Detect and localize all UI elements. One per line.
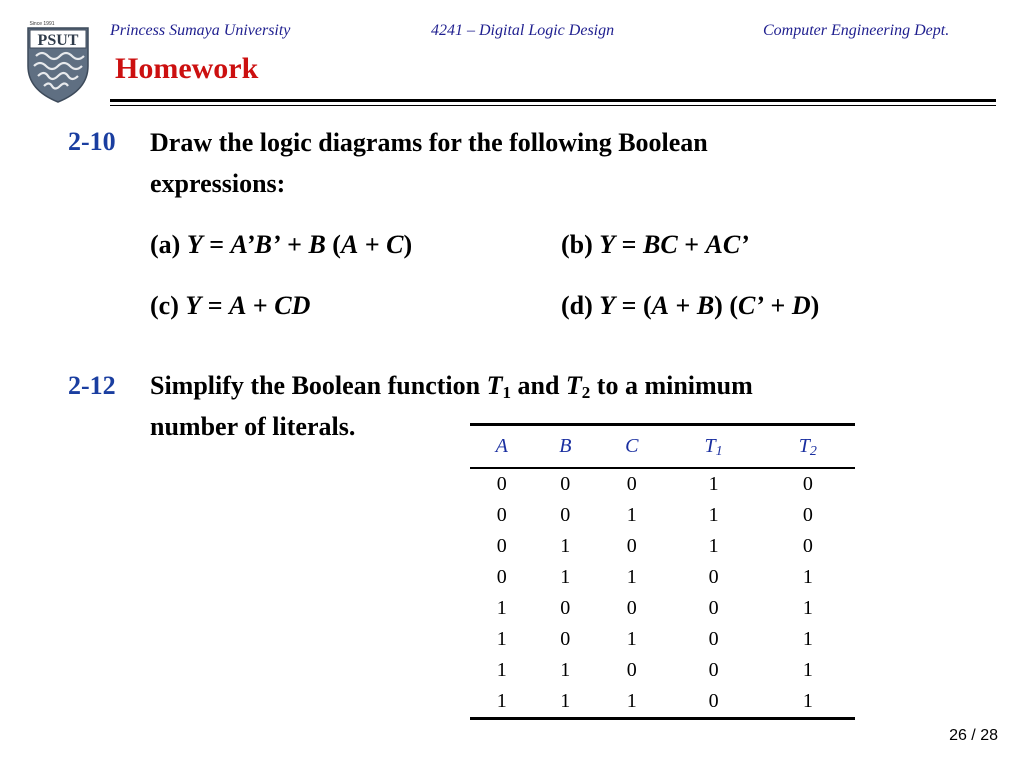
psut-logo — [24, 18, 92, 104]
table-cell: 0 — [496, 504, 507, 526]
table-cell: 0 — [626, 659, 637, 681]
expression-b-label: (b) — [561, 230, 593, 259]
table-row — [470, 593, 855, 624]
table-cell: 1 — [802, 659, 813, 681]
expression-a-label: (a) — [150, 230, 181, 259]
expression-b: (b) Y = BC + AC’ — [561, 230, 749, 259]
table-cell: 0 — [496, 535, 507, 557]
problem-number-2-10: 2-10 — [68, 127, 116, 156]
table-row — [470, 624, 855, 655]
and-word: and — [517, 371, 560, 400]
header-course: 4241 – Digital Logic Design — [431, 22, 615, 39]
header-t2: $T_2$ — [761, 425, 855, 469]
table-cell: 1 — [597, 686, 666, 719]
problem-2-10-line1: Draw the logic diagrams for the following Boolean — [150, 128, 708, 157]
table-cell: 1 — [708, 535, 719, 557]
problem-2-10-line2: expressions: — [150, 169, 286, 198]
table-cell: 1 — [496, 659, 507, 681]
table-cell: 0 — [560, 597, 571, 619]
svg-text:Since 1991: Since 1991 — [29, 21, 55, 27]
header-university: Princess Sumaya University — [110, 22, 291, 39]
t2-var: T — [565, 371, 582, 400]
header-a: A — [470, 425, 534, 469]
table-cell: 0 — [708, 628, 719, 650]
table-cell: 1 — [534, 686, 598, 719]
table-cell: 1 — [708, 504, 719, 526]
table-cell: 1 — [761, 686, 855, 719]
svg-text:PSUT: PSUT — [37, 32, 79, 49]
table-cell: 0 — [496, 566, 507, 588]
table-cell: 1 — [802, 628, 813, 650]
slide-title: Homework — [115, 52, 259, 85]
problem-2-12-line1 — [150, 366, 753, 406]
table-cell: 1 — [802, 597, 813, 619]
table-row — [470, 531, 855, 562]
table-cell: 0 — [802, 473, 813, 495]
table-cell: 1 — [560, 566, 571, 588]
table-cell: 0 — [708, 566, 719, 588]
problem-number-2-12: 2-12 — [68, 371, 116, 400]
table-cell: 0 — [802, 535, 813, 557]
table-cell: 0 — [802, 504, 813, 526]
table-cell: 1 — [802, 566, 813, 588]
expression-c-label: (c) — [150, 291, 179, 320]
table-cell: 0 — [496, 473, 507, 495]
table-row — [470, 686, 855, 719]
table-cell: 0 — [708, 597, 719, 619]
table-cell: 1 — [496, 628, 507, 650]
expression-d-label: (d) — [561, 291, 593, 320]
table-row — [470, 468, 855, 500]
problem-2-12-line2: number of literals. — [150, 412, 356, 441]
table-cell: 0 — [708, 659, 719, 681]
t2-sub: 2 — [581, 383, 591, 402]
table-cell: 1 — [470, 686, 534, 719]
table-cell: 0 — [626, 535, 637, 557]
table-cell: 0 — [666, 686, 760, 719]
table-cell: 0 — [626, 597, 637, 619]
truth-table-header-row — [470, 425, 855, 469]
table-cell: 0 — [560, 628, 571, 650]
table-cell: 1 — [560, 535, 571, 557]
table-cell: 1 — [496, 597, 507, 619]
table-cell: 1 — [626, 628, 637, 650]
expression-d: (d) Y = (A + B) (C’ + D) — [561, 291, 820, 320]
table-row — [470, 655, 855, 686]
expression-a: (a) Y = A’B’ + B (A + C) — [150, 230, 413, 259]
table-cell: 1 — [560, 659, 571, 681]
header-divider-thin — [110, 105, 996, 106]
header-c: C — [597, 425, 666, 469]
header-b: B — [534, 425, 598, 469]
table-cell: 1 — [708, 473, 719, 495]
t1-sub: 1 — [502, 383, 511, 402]
header-department: Computer Engineering Dept. — [763, 22, 950, 39]
truth-table-body — [470, 468, 855, 719]
table-row — [470, 500, 855, 531]
table-cell: 0 — [626, 473, 637, 495]
table-row — [470, 562, 855, 593]
problem-2-12-text-end: to a minimum — [596, 371, 753, 400]
table-cell: 0 — [560, 473, 571, 495]
page-number: 26 / 28 — [949, 727, 998, 744]
table-cell: 0 — [560, 504, 571, 526]
table-cell: 1 — [626, 504, 637, 526]
expression-c: (c) Y = A + CD — [150, 291, 311, 320]
truth-table — [470, 423, 855, 720]
problem-2-12-text-start: Simplify the Boolean function — [150, 371, 481, 400]
t1-var: T — [486, 371, 503, 400]
header-t1: $T_1$ — [666, 425, 760, 469]
header-divider-thick — [110, 99, 996, 102]
table-cell: 1 — [626, 566, 637, 588]
